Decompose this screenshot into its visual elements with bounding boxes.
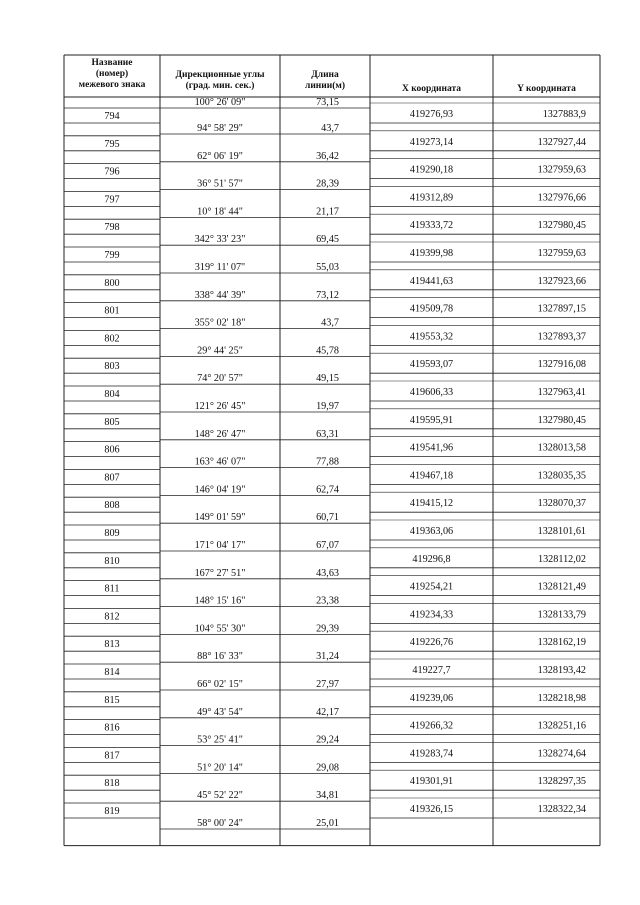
point-name: 814 bbox=[104, 667, 120, 678]
y-coordinate: 1328121,49 bbox=[537, 581, 586, 593]
point-name: 813 bbox=[104, 639, 120, 651]
segment-angle: 51° 20' 14" bbox=[197, 762, 243, 774]
point-name: 794 bbox=[104, 111, 120, 122]
header-x-coordinate: X координата bbox=[401, 84, 462, 94]
y-coordinate: 1327893,37 bbox=[537, 331, 586, 343]
segment-length: 23,38 bbox=[316, 595, 339, 607]
point-name: 817 bbox=[104, 750, 120, 762]
point-name: 798 bbox=[104, 222, 120, 234]
y-coordinate: 1328101,61 bbox=[537, 526, 586, 537]
segment-length: 45,78 bbox=[316, 345, 339, 357]
header-angle-line: (град. мин. сек.) bbox=[185, 81, 255, 91]
segment-length: 25,01 bbox=[316, 818, 339, 829]
y-coordinate: 1328035,35 bbox=[537, 470, 586, 482]
segment-angle: 338° 44' 39" bbox=[194, 289, 246, 301]
segment-length: 77,88 bbox=[316, 456, 339, 468]
x-coordinate: 419234,33 bbox=[409, 609, 454, 621]
segment-angle: 100° 26' 09" bbox=[194, 97, 246, 108]
point-name: 808 bbox=[104, 500, 120, 512]
y-coordinate: 1327976,66 bbox=[537, 192, 586, 204]
segment-length: 43,63 bbox=[316, 567, 339, 579]
y-coordinate: 1328251,16 bbox=[537, 720, 586, 732]
x-coordinate: 419290,18 bbox=[409, 164, 454, 176]
x-coordinate: 419415,12 bbox=[409, 498, 454, 510]
y-coordinate: 1328013,58 bbox=[537, 442, 586, 454]
y-coordinate: 1328133,79 bbox=[537, 609, 586, 621]
point-name: 818 bbox=[104, 778, 120, 790]
segment-angle: 74° 20' 57" bbox=[197, 373, 243, 385]
header-name-line: (номер) bbox=[95, 69, 129, 79]
segment-length: 67,07 bbox=[316, 540, 339, 551]
x-coordinate: 419283,74 bbox=[409, 748, 454, 760]
point-name: 802 bbox=[104, 333, 120, 345]
x-coordinate: 419266,32 bbox=[409, 720, 454, 732]
segment-length: 60,71 bbox=[316, 512, 339, 524]
segment-angle: 167° 27' 51" bbox=[194, 567, 246, 579]
point-name: 812 bbox=[104, 611, 120, 623]
segment-angle: 94° 58' 29" bbox=[197, 123, 243, 134]
y-coordinate: 1327927,44 bbox=[537, 136, 586, 148]
segment-angle: 58° 00' 24" bbox=[197, 818, 243, 829]
point-name: 804 bbox=[104, 389, 120, 400]
segment-length: 34,81 bbox=[316, 790, 339, 802]
point-name: 816 bbox=[104, 722, 120, 734]
segment-length: 29,08 bbox=[316, 762, 339, 774]
point-name: 800 bbox=[104, 277, 120, 289]
segment-angle: 36° 51' 57" bbox=[197, 178, 243, 190]
x-coordinate: 419226,76 bbox=[409, 637, 454, 649]
segment-angle: 10° 18' 44" bbox=[197, 206, 243, 218]
point-name: 796 bbox=[104, 166, 120, 178]
segment-angle: 53° 25' 41" bbox=[197, 734, 243, 746]
table-grid-lines bbox=[64, 55, 600, 846]
segment-length: 28,39 bbox=[316, 178, 339, 190]
x-coordinate: 419541,96 bbox=[409, 442, 454, 454]
x-coordinate: 419441,63 bbox=[409, 275, 454, 287]
segment-length: 43,7 bbox=[321, 123, 339, 134]
x-coordinate: 419399,98 bbox=[409, 248, 454, 259]
y-coordinate: 1327980,45 bbox=[537, 414, 586, 426]
x-coordinate: 419276,93 bbox=[409, 109, 454, 120]
point-name: 801 bbox=[104, 305, 120, 317]
segment-length: 69,45 bbox=[316, 234, 339, 246]
point-name: 806 bbox=[104, 444, 120, 456]
segment-angle: 29° 44' 25" bbox=[197, 345, 243, 357]
y-coordinate: 1327897,15 bbox=[537, 303, 586, 315]
y-coordinate: 1328218,98 bbox=[537, 692, 586, 704]
segment-angle: 163° 46' 07" bbox=[194, 456, 246, 468]
x-coordinate: 419239,06 bbox=[409, 692, 454, 704]
segment-length: 73,12 bbox=[316, 289, 339, 301]
x-coordinate: 419296,8 bbox=[412, 553, 451, 565]
segment-length: 63,31 bbox=[316, 428, 339, 440]
segment-length: 42,17 bbox=[316, 706, 339, 718]
table-header bbox=[79, 58, 576, 94]
segment-length: 27,97 bbox=[316, 679, 339, 690]
x-coordinate: 419509,78 bbox=[409, 303, 454, 315]
segment-angle: 66° 02' 15" bbox=[197, 679, 243, 690]
point-name: 807 bbox=[104, 472, 120, 484]
y-coordinate: 1328162,19 bbox=[537, 637, 586, 649]
segment-length: 73,15 bbox=[316, 97, 339, 108]
segment-length: 21,17 bbox=[316, 206, 339, 218]
segment-angle: 148° 26' 47" bbox=[194, 428, 246, 440]
header-length-line: линии(м) bbox=[304, 81, 346, 91]
point-name: 815 bbox=[104, 694, 120, 706]
segment-angle: 355° 02' 18" bbox=[194, 317, 246, 329]
x-coordinate: 419363,06 bbox=[409, 526, 454, 537]
segment-length: 36,42 bbox=[316, 150, 339, 162]
segment-angle: 148° 15' 16" bbox=[194, 595, 246, 607]
y-coordinate: 1328112,02 bbox=[537, 553, 586, 565]
table-body bbox=[104, 97, 586, 829]
y-coordinate: 1328070,37 bbox=[537, 498, 586, 510]
y-coordinate: 1328193,42 bbox=[537, 665, 586, 676]
point-name: 803 bbox=[104, 361, 120, 373]
point-name: 799 bbox=[104, 250, 120, 261]
segment-length: 29,24 bbox=[316, 734, 339, 746]
y-coordinate: 1327916,08 bbox=[537, 359, 586, 371]
segment-angle: 104° 55' 30" bbox=[194, 623, 246, 635]
y-coordinate: 1328274,64 bbox=[537, 748, 586, 760]
x-coordinate: 419301,91 bbox=[409, 776, 454, 788]
point-name: 819 bbox=[104, 806, 120, 817]
y-coordinate: 1328322,34 bbox=[537, 804, 586, 815]
y-coordinate: 1327923,66 bbox=[537, 275, 586, 287]
y-coordinate: 1327883,9 bbox=[542, 109, 586, 120]
segment-length: 29,39 bbox=[316, 623, 339, 635]
segment-length: 31,24 bbox=[316, 651, 339, 663]
point-name: 797 bbox=[104, 194, 120, 206]
segment-length: 43,7 bbox=[321, 317, 339, 329]
header-y-coordinate: Y координата bbox=[517, 84, 576, 94]
header-angle-line: Дирекционные углы bbox=[175, 70, 265, 80]
y-coordinate: 1327959,63 bbox=[537, 248, 586, 259]
x-coordinate: 419312,89 bbox=[409, 192, 454, 204]
y-coordinate: 1327980,45 bbox=[537, 220, 586, 232]
header-name-line: межевого знака bbox=[78, 80, 146, 90]
segment-angle: 49° 43' 54" bbox=[197, 706, 243, 718]
segment-angle: 121° 26' 45" bbox=[194, 401, 246, 412]
header-name-line: Название bbox=[91, 58, 133, 68]
x-coordinate: 419595,91 bbox=[409, 414, 454, 426]
x-coordinate: 419553,32 bbox=[409, 331, 454, 343]
segment-angle: 342° 33' 23" bbox=[194, 234, 246, 246]
point-name: 805 bbox=[104, 416, 120, 428]
point-name: 795 bbox=[104, 138, 120, 150]
header-length-line: Длина bbox=[311, 70, 339, 80]
segment-length: 62,74 bbox=[316, 484, 339, 496]
segment-angle: 146° 04' 19" bbox=[194, 484, 246, 496]
x-coordinate: 419333,72 bbox=[409, 220, 454, 232]
y-coordinate: 1327963,41 bbox=[537, 387, 586, 398]
segment-length: 19,97 bbox=[316, 401, 339, 412]
x-coordinate: 419593,07 bbox=[409, 359, 454, 371]
point-name: 809 bbox=[104, 528, 120, 539]
x-coordinate: 419254,21 bbox=[409, 581, 454, 593]
segment-angle: 45° 52' 22" bbox=[197, 790, 243, 802]
x-coordinate: 419326,15 bbox=[409, 804, 454, 815]
segment-angle: 149° 01' 59" bbox=[194, 512, 246, 524]
x-coordinate: 419606,33 bbox=[409, 387, 454, 398]
segment-length: 49,15 bbox=[316, 373, 339, 385]
point-name: 810 bbox=[104, 555, 120, 567]
segment-angle: 171° 04' 17" bbox=[194, 540, 246, 551]
segment-length: 55,03 bbox=[316, 262, 339, 273]
segment-angle: 319° 11' 07" bbox=[194, 262, 246, 273]
segment-angle: 88° 16' 33" bbox=[197, 651, 243, 663]
x-coordinate: 419227,7 bbox=[412, 665, 451, 676]
x-coordinate: 419273,14 bbox=[409, 136, 454, 148]
point-name: 811 bbox=[104, 583, 120, 595]
y-coordinate: 1327959,63 bbox=[537, 164, 586, 176]
x-coordinate: 419467,18 bbox=[409, 470, 454, 482]
y-coordinate: 1328297,35 bbox=[537, 776, 586, 788]
segment-angle: 62° 06' 19" bbox=[197, 150, 243, 162]
